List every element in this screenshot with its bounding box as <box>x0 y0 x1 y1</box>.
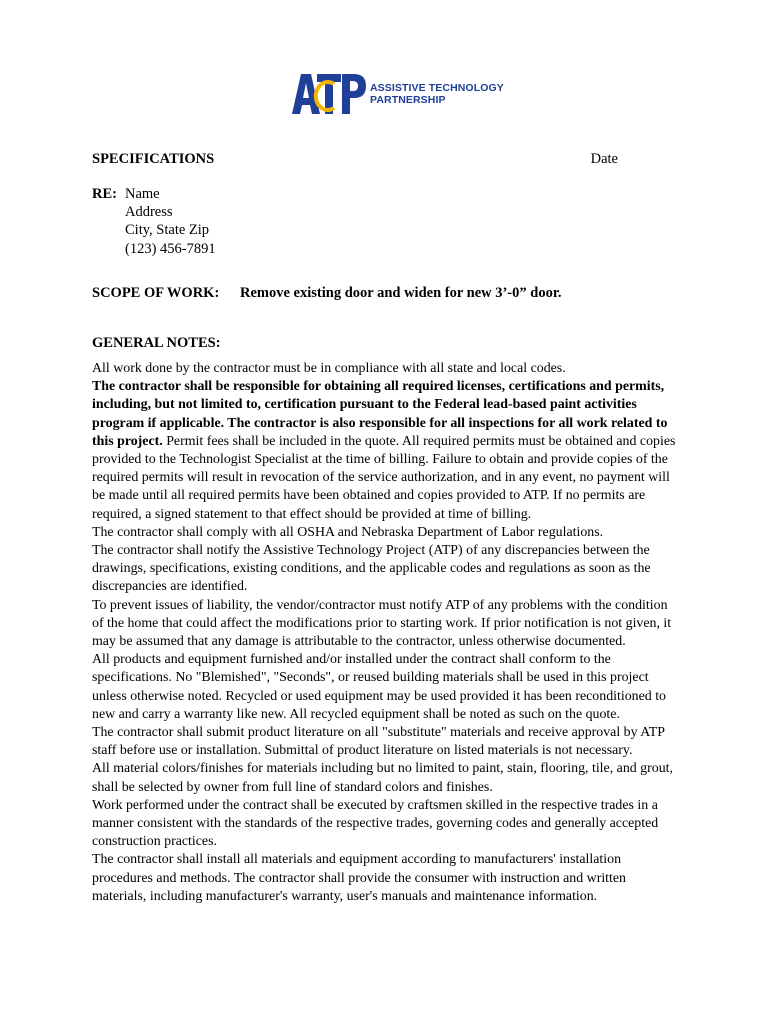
re-address: Address <box>125 204 173 221</box>
date-label: Date <box>590 151 618 167</box>
scope-label: SCOPE OF WORK: <box>92 285 220 301</box>
note-paragraph-10: The contractor shall install all materials and equipment according to manufacturers' installation procedures and methods. The contractor shall provide the consumer with instruction and written materials, including manufacturer's warranty, user's manuals and maintenance information. <box>92 852 627 904</box>
note-paragraph-8: All material colors/finishes for materials including but no limited to paint, stain, flooring, tile, and grout, shall be selected by owner from full line of standard colors and finishes. <box>92 761 673 795</box>
logo-line-1: ASSISTIVE TECHNOLOGY <box>370 82 504 94</box>
re-phone: (123) 456-7891 <box>125 240 216 257</box>
note-paragraph-4: The contractor shall notify the Assistive Technology Project (ATP) of any discrepancies between the drawings, specifications, existing conditions, and the applicable codes and regulations as soon as the discrepancies are identified. <box>92 543 651 595</box>
note-paragraph-5: To prevent issues of liability, the vendor/contractor must notify ATP of any problems with the condition of the home that could affect the modifications prior to starting work. If prior notification is not given, it may be assumed that any damage is attributable to the contractor, unless otherwise documented. <box>92 597 672 650</box>
note-paragraph-9: Work performed under the contract shall be executed by craftsmen skilled in the respective trades in a manner consistent with the standards of the respective trades, governing codes and generally accepted construction practices. <box>92 797 659 850</box>
note-paragraph-2-bold: The contractor shall be responsible for obtaining all required licenses, certifications and permits, including, but not limited to, certification pursuant to the Federal lead-based paint activities program if applicable. The contractor is also responsible for all inspections for all work related to this project. <box>92 379 668 449</box>
note-paragraph-2-rest: Permit fees shall be included in the quote. All required permits must be obtained and copies provided to the Technologist Specialist at the time of billing. Failure to obtain and provide copies of the required permits will result in revocation of the service authorization, and in any event, no payment will be made until all required permits have been obtained and copies provided to ATP. If no permits are required, a signed statement to that effect should be provided at time of billing. <box>92 433 676 522</box>
general-notes-heading: GENERAL NOTES: <box>92 335 221 351</box>
re-city-state-zip: City, State Zip <box>125 222 210 239</box>
note-paragraph-7: The contractor shall submit product literature on all "substitute" materials and receive approval by ATP staff before use or installation. Submittal of product literature on listed materials is not necessary. <box>92 725 665 759</box>
re-name: Name <box>125 186 160 202</box>
note-paragraph-2 <box>92 378 680 524</box>
atp-logo <box>292 70 504 118</box>
atp-logo-mark-icon <box>292 70 368 118</box>
re-label: RE: <box>92 186 117 202</box>
note-paragraph-1: All work done by the contractor must be in compliance with all state and local codes. <box>92 361 566 376</box>
note-paragraph-3: The contractor shall comply with all OSHA and Nebraska Department of Labor regulations. <box>92 524 604 540</box>
general-notes-body <box>92 360 680 906</box>
specifications-title: SPECIFICATIONS <box>92 151 215 167</box>
note-paragraph-6: All products and equipment furnished and/or installed under the contract shall conform to the specifications. No "Blemished", "Seconds", or reused building materials shall be used in this project unless otherwise noted. Recycled or used equipment may be used provided it has been reconditioned to new and carry a warranty like new. All recycled equipment shall be noted as such on the quote. <box>92 652 666 722</box>
scope-text: Remove existing door and widen for new 3’-0” door. <box>240 285 562 301</box>
re-address-lines <box>125 185 216 258</box>
logo-wordmark <box>370 82 504 106</box>
logo-line-2: PARTNERSHIP <box>370 94 446 106</box>
